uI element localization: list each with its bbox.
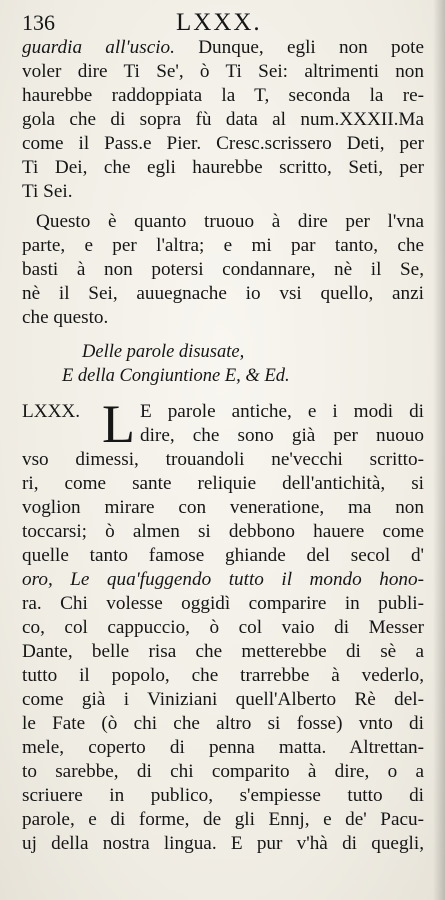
page-header [22, 6, 432, 40]
chapter-line: voglion mirare con veneratione, ma non [22, 497, 424, 518]
chapter-line: parole, e di forme, de gli Ennj, e de' Pacu- [22, 809, 424, 830]
chapter-line: uj della nostra lingua. E pur v'hà di quegli, [22, 833, 424, 854]
body-line: basti à non potersi condannare, nè il Se, [22, 259, 424, 280]
page-edge-shadow [433, 0, 445, 900]
section-heading [22, 340, 424, 388]
body-line: haurebbe raddoppiata la T, seconda la re- [22, 85, 424, 106]
chapter-line: oro, Le qua'fuggendo tutto il mondo hono- [22, 569, 424, 590]
page-number: 136 [22, 10, 55, 35]
body-line: voler dire Ti Se', ò Ti Sei: altrimenti non [22, 61, 424, 82]
chapter-line: le Fate (ò chi che altro si fosse) vnto di [22, 713, 424, 734]
body-line: gola che di sopra fù data al num.XXXII.Ma [22, 109, 424, 130]
body-line-rest: Dunque, egli non pote [198, 37, 425, 58]
chapter-line: mele, coperto di penna matta. Altrettan- [22, 737, 424, 758]
chapter-line: co, col cappuccio, ò col vaio di Messer [22, 617, 424, 638]
chapter-line: ra. Chi volesse oggidì comparire in publi- [22, 593, 424, 614]
drop-cap: L [102, 394, 135, 454]
chapter-line: scriuere in publico, s'empiesse tutto di [22, 785, 424, 806]
section-heading-line-1: Delle parole disusate, [82, 342, 245, 362]
italic-phrase: guardia all'uscio. [22, 37, 175, 58]
chapter-label: LXXX. [22, 401, 81, 422]
body-line: che questo. [22, 307, 109, 328]
chapter-line: to sarebbe, di chi comparito à dire, o a [22, 761, 424, 782]
body-line: Questo è quanto truouo à dire per l'vna [36, 211, 424, 232]
body-line [22, 36, 424, 60]
body-line: nè il Sei, auuegnache io vsi quello, anzi [22, 283, 424, 304]
chapter-block [22, 394, 424, 856]
chapter-line: Dante, belle risa che metterebbe di sè a [22, 641, 424, 662]
chapter-line: vso dimessi, trouandoli ne'vecchi scritto- [22, 449, 424, 470]
running-head: LXXX. [176, 9, 262, 36]
chapter-line: tutto il popolo, che trarrebbe à vederlo, [22, 665, 424, 686]
body-line: come il Pass.e Pier. Cresc.scrissero Deti, per [22, 133, 424, 154]
chapter-line: come già i Viniziani quell'Alberto Rè del- [22, 689, 424, 710]
chapter-line: ri, come sante reliquie dell'antichità, si [22, 473, 424, 494]
chapter-line: toccarsi; ò almen si debbono hauere come [22, 521, 424, 542]
chapter-line: dire, che sono già per nuouo [140, 425, 424, 446]
body-line: Ti Dei, che egli haurebbe scritto, Seti, per [22, 157, 424, 178]
body-line: Ti Sei. [22, 181, 73, 202]
chapter-line: quelle tanto famose ghiande del secol d' [22, 545, 424, 566]
chapter-line: E parole antiche, e i modi di [140, 401, 424, 422]
body-line: parte, e per l'altra; e mi par tanto, che [22, 235, 424, 256]
text-block [22, 36, 424, 856]
section-heading-line-2: E della Congiuntione E, & Ed. [62, 366, 290, 386]
